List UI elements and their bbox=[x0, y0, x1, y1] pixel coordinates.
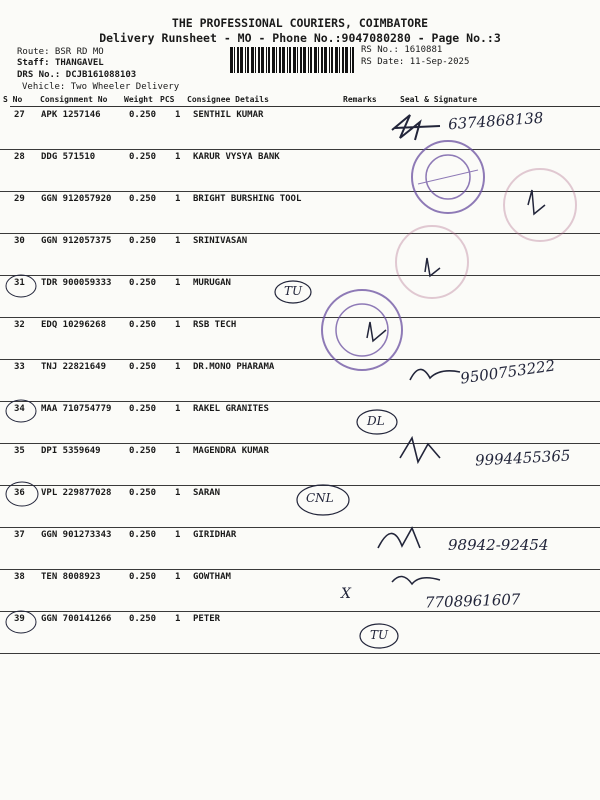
sno-circle-31 bbox=[6, 275, 36, 297]
row-consignment: EDQ 10296268 bbox=[41, 320, 107, 330]
row-weight: 0.250 bbox=[129, 152, 157, 162]
row-consignee: SRINIVASAN bbox=[193, 236, 248, 246]
row-sno: 32 bbox=[14, 320, 25, 330]
row-sno: 33 bbox=[14, 362, 25, 372]
rs-number: RS No.: 1610881 bbox=[361, 45, 443, 55]
signature-38 bbox=[392, 576, 440, 584]
col-seal-signature: Seal & Signature bbox=[400, 95, 478, 104]
row-sno: 39 bbox=[14, 614, 25, 624]
runsheet-subtitle: Delivery Runsheet - MO - Phone No.:9047080280 - Page No.:3 bbox=[99, 31, 501, 45]
row-consignee: KARUR VYSYA BANK bbox=[193, 152, 280, 162]
row-consignment: VPL 229877028 bbox=[41, 488, 112, 498]
row-consignee: GIRIDHAR bbox=[193, 530, 237, 540]
row-consignment: TEN 8008923 bbox=[41, 572, 101, 582]
row-sno: 31 bbox=[14, 278, 25, 288]
row-consignment: DPI 5359649 bbox=[41, 446, 101, 456]
row-weight: 0.250 bbox=[129, 446, 157, 456]
faded-stamp-2 bbox=[396, 226, 468, 298]
row-pcs: 1 bbox=[175, 110, 181, 120]
row-pcs: 1 bbox=[175, 530, 181, 540]
signature-32 bbox=[367, 322, 386, 341]
row-weight: 0.250 bbox=[129, 404, 157, 414]
row-weight: 0.250 bbox=[129, 614, 157, 624]
row-weight: 0.250 bbox=[129, 320, 157, 330]
remark-36: CNL bbox=[306, 491, 334, 505]
row-sno: 38 bbox=[14, 572, 25, 582]
row-consignment: DDG 571510 bbox=[41, 152, 96, 162]
row-sno: 37 bbox=[14, 530, 25, 540]
row-consignee: MAGENDRA KUMAR bbox=[193, 446, 269, 456]
row-weight: 0.250 bbox=[129, 362, 157, 372]
row-consignee: PETER bbox=[193, 614, 221, 624]
row-consignee: SARAN bbox=[193, 488, 221, 498]
col-sno: S No bbox=[3, 95, 23, 104]
row-sno: 30 bbox=[14, 236, 25, 246]
row-weight: 0.250 bbox=[129, 194, 157, 204]
sno-circle-34 bbox=[6, 400, 36, 422]
row-sno: 35 bbox=[14, 446, 25, 456]
vehicle: Vehicle: Two Wheeler Delivery bbox=[22, 82, 180, 92]
row-consignment: GGN 912057920 bbox=[41, 194, 112, 204]
col-pcs: PCS bbox=[160, 95, 175, 104]
row-weight: 0.250 bbox=[129, 530, 157, 540]
handwritten-phone-38: 7708961607 bbox=[424, 590, 521, 612]
route: Route: BSR RD MO bbox=[17, 47, 104, 57]
row-sno: 29 bbox=[14, 194, 25, 204]
staff-value: THANGAVEL bbox=[54, 58, 104, 68]
drs-value: DCJB161088103 bbox=[65, 70, 137, 80]
bank-stamp bbox=[412, 141, 484, 213]
row-consignee: RAKEL GRANITES bbox=[193, 404, 269, 414]
tech-stamp bbox=[322, 290, 402, 370]
row-consignment: GGN 912057375 bbox=[41, 236, 112, 246]
row-consignment: GGN 700141266 bbox=[41, 614, 112, 624]
sno-circle-36 bbox=[6, 482, 38, 506]
staff-label: Staff: bbox=[17, 58, 50, 68]
row-weight: 0.250 bbox=[129, 278, 157, 288]
handwritten-phone-33: 9500753222 bbox=[459, 356, 557, 388]
row-pcs: 1 bbox=[175, 152, 181, 162]
row-sno: 28 bbox=[14, 152, 25, 162]
row-consignee: RSB TECH bbox=[193, 320, 237, 330]
row-sno: 34 bbox=[14, 404, 25, 414]
rs-date: RS Date: 11-Sep-2025 bbox=[361, 57, 470, 67]
row-pcs: 1 bbox=[175, 320, 181, 330]
remark-34: DL bbox=[367, 414, 385, 428]
remark-38: X bbox=[341, 586, 351, 602]
company-title: THE PROFESSIONAL COURIERS, COIMBATORE bbox=[171, 16, 429, 30]
col-consignment: Consignment No bbox=[40, 95, 108, 104]
row-consignment: MAA 710754779 bbox=[41, 404, 112, 414]
row-pcs: 1 bbox=[175, 614, 181, 624]
handwritten-phone-27: 6374868138 bbox=[447, 108, 544, 134]
row-consignee: DR.MONO PHARAMA bbox=[193, 362, 275, 372]
signature-27 bbox=[392, 115, 440, 140]
row-consignee: GOWTHAM bbox=[193, 572, 231, 582]
row-pcs: 1 bbox=[175, 278, 181, 288]
col-weight: Weight bbox=[124, 95, 153, 104]
row-weight: 0.250 bbox=[129, 110, 157, 120]
row-consignee: SENTHIL KUMAR bbox=[193, 110, 264, 120]
handwritten-phone-35: 9994455365 bbox=[474, 446, 571, 470]
signature-30 bbox=[425, 258, 440, 276]
signature-29 bbox=[528, 190, 545, 214]
row-pcs: 1 bbox=[175, 194, 181, 204]
signature-37 bbox=[378, 528, 420, 548]
row-pcs: 1 bbox=[175, 488, 181, 498]
row-weight: 0.250 bbox=[129, 572, 157, 582]
sno-circle-39 bbox=[6, 611, 36, 633]
drs-label: DRS No.: bbox=[17, 70, 61, 80]
row-weight: 0.250 bbox=[129, 488, 157, 498]
row-consignment: GGN 901273343 bbox=[41, 530, 112, 540]
row-sno: 36 bbox=[14, 488, 25, 498]
row-consignment: TDR 900059333 bbox=[41, 278, 112, 288]
col-consignee: Consignee Details bbox=[187, 95, 269, 104]
row-sno: 27 bbox=[14, 110, 25, 120]
row-consignee: MURUGAN bbox=[193, 278, 231, 288]
signature-35 bbox=[400, 438, 440, 462]
handwritten-phone-37: 98942-92454 bbox=[448, 536, 549, 554]
row-pcs: 1 bbox=[175, 236, 181, 246]
remark-39: TU bbox=[370, 628, 389, 642]
row-pcs: 1 bbox=[175, 572, 181, 582]
row-consignment: APK 1257146 bbox=[41, 110, 101, 120]
row-pcs: 1 bbox=[175, 446, 181, 456]
row-consignment: TNJ 22821649 bbox=[41, 362, 107, 372]
row-pcs: 1 bbox=[175, 404, 181, 414]
row-pcs: 1 bbox=[175, 362, 181, 372]
faded-stamp-1 bbox=[504, 169, 576, 241]
row-consignee: BRIGHT BURSHING TOOL bbox=[193, 194, 302, 204]
remark-31: TU bbox=[284, 284, 303, 298]
signature-33 bbox=[410, 369, 460, 380]
row-weight: 0.250 bbox=[129, 236, 157, 246]
col-remarks: Remarks bbox=[343, 95, 377, 104]
